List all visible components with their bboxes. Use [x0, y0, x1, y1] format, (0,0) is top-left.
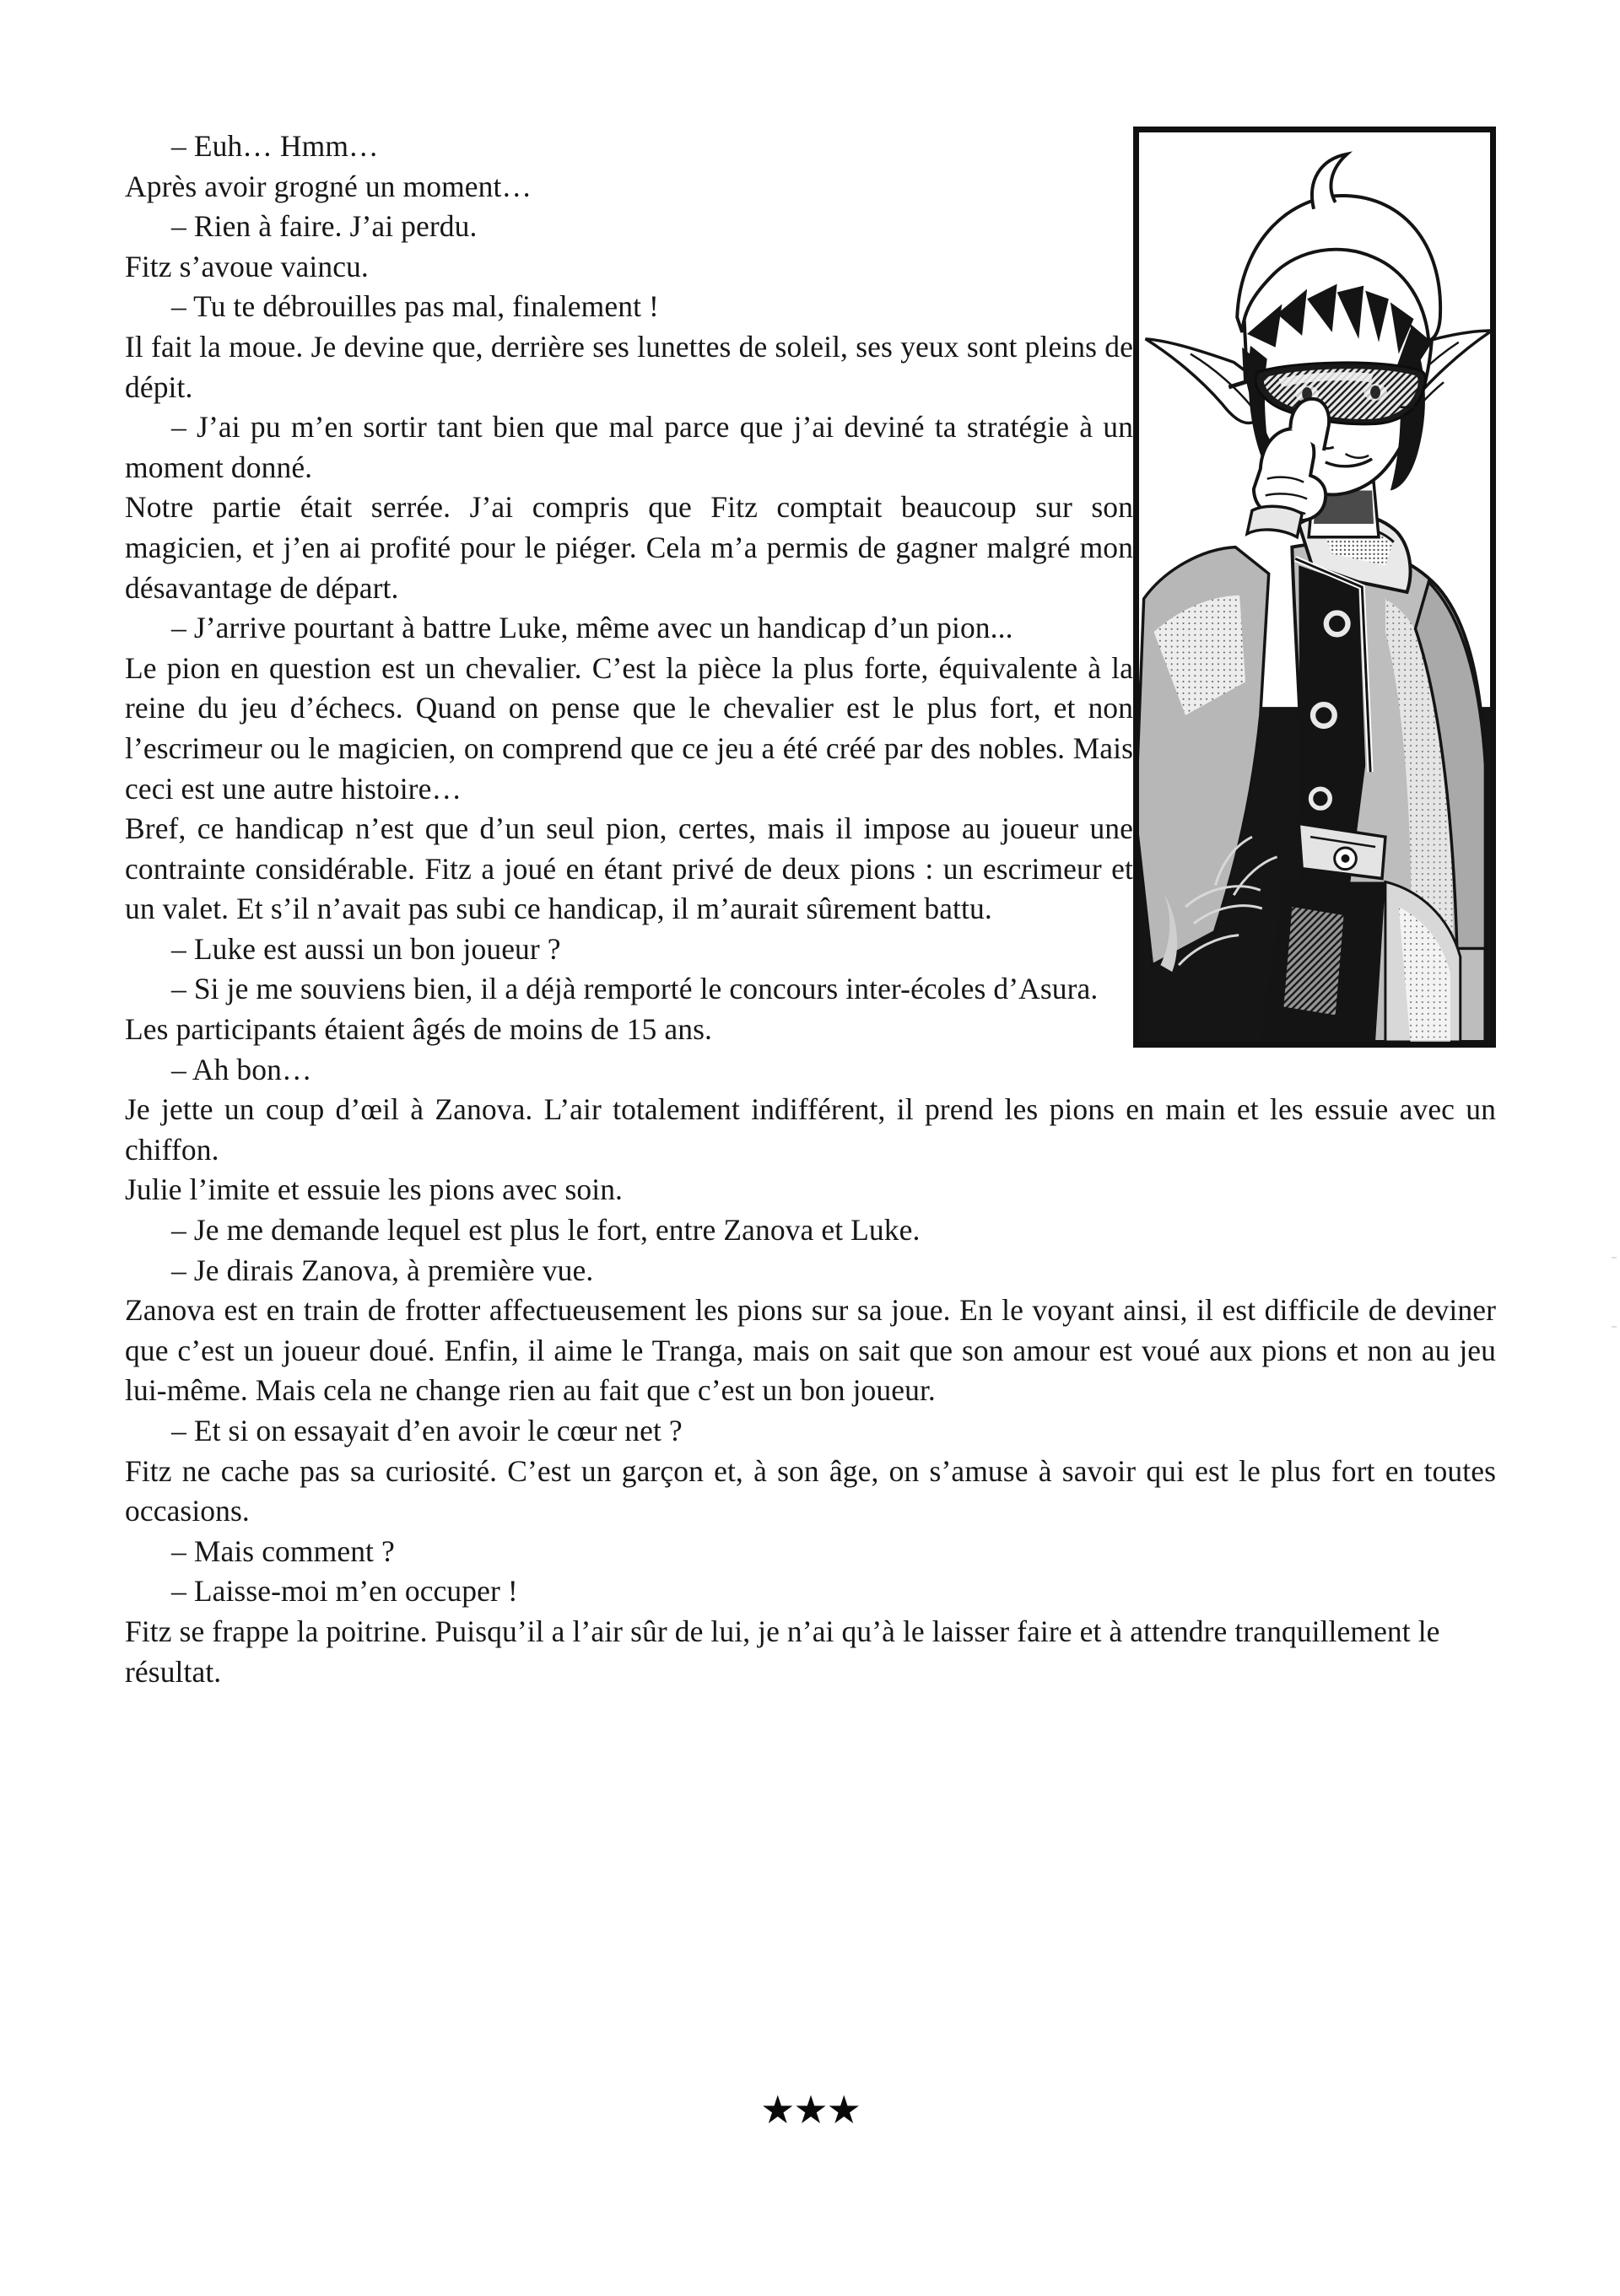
section-divider: [0, 2087, 1620, 2132]
elf-character-illustration: [1133, 127, 1496, 1048]
paragraph: Fitz s’avoue vaincu.: [125, 249, 369, 283]
paragraph: Fitz se frappe la poitrine. Puisqu’il a l’air sûr de lui, je n’ai qu’à le laisser faire et à attendre tranquillement le résultat.: [125, 1614, 1440, 1689]
paragraph: – Euh… Hmm…: [171, 129, 379, 163]
paragraph: – Mais comment ?: [171, 1533, 395, 1568]
paragraph: Notre partie était serrée. J’ai compris que Fitz comptait beaucoup sur son magicien, et j’en ai profité pour le piéger. Cela m’a permis de gagner malgré mon désavantage de départ.: [125, 490, 1133, 605]
paragraph: Les participants étaient âgés de moins de 15 ans.: [125, 1012, 712, 1047]
page-edge-mark: [1612, 1257, 1617, 1258]
paragraph: – Rien à faire. J’ai perdu.: [171, 209, 478, 244]
paragraph: – Luke est aussi un bon joueur ?: [171, 931, 561, 966]
paragraph: Julie l’imite et essuie les pions avec soin.: [125, 1172, 624, 1207]
paragraph: Fitz ne cache pas sa curiosité. C’est un garçon et, à son âge, on s’amuse à savoir qui est le plus fort en toutes occasions.: [125, 1453, 1496, 1528]
paragraph: – Ah bon…: [171, 1052, 312, 1086]
paragraph: – Je dirais Zanova, à première vue.: [171, 1253, 594, 1287]
paragraph: – Et si on essayait d’en avoir le cœur net ?: [171, 1414, 683, 1447]
paragraph: – J’arrive pourtant à battre Luke, même avec un handicap d’un pion...: [171, 611, 1013, 645]
page-content: [125, 127, 1496, 1692]
paragraph: Zanova est en train de frotter affectueusement les pions sur sa joue. En le voyant ainsi, il est difficile de deviner que c’est un joueur doué. Enfin, il aime le Tranga, mais on sait que son amour est voué aux pions et non au jeu lui-même. Mais cela ne change rien au fait que c’est un bon joueur.: [125, 1293, 1496, 1408]
paragraph: – Si je me souviens bien, il a déjà remporté le concours inter-écoles d’Asura.: [171, 972, 1099, 1006]
paragraph: Bref, ce handicap n’est que d’un seul pion, certes, mais il impose au joueur une contrainte considérable. Fitz a joué en étant privé de deux pions : un escrimeur et un valet. Et s’il n’avait pas subi ce handicap, il m’aurait sûrement battu.: [125, 811, 1133, 926]
paragraph: Il fait la moue. Je devine que, derrière ses lunettes de soleil, ses yeux sont pleins de dépit.: [125, 329, 1133, 404]
paragraph: Je jette un coup d’œil à Zanova. L’air totalement indifférent, il prend les pions en main et les essuie avec un chiffon.: [125, 1092, 1496, 1167]
paragraph: – Je me demande lequel est plus le fort, entre Zanova et Luke.: [171, 1213, 921, 1248]
paragraph: – J’ai pu m’en sortir tant bien que mal parce que j’ai deviné ta stratégie à un moment donné.: [125, 410, 1133, 484]
page-edge-mark: [1612, 1326, 1617, 1328]
paragraph: Le pion en question est un chevalier. C’est la pièce la plus forte, équivalente à la reine du jeu d’échecs. Quand on pense que le chevalier est le plus fort, et non l’escrimeur ou le magicien, on comprend que ce jeu a été créé par des nobles. Mais ceci est une autre histoire…: [125, 650, 1133, 806]
illustration-artwork: [1139, 132, 1490, 1042]
paragraph: – Laisse-moi m’en occuper !: [171, 1574, 518, 1609]
paragraph: – Tu te débrouilles pas mal, finalement !: [171, 289, 659, 324]
three-star-divider: ★★★: [760, 2087, 860, 2132]
paragraph: Après avoir grogné un moment…: [125, 169, 532, 203]
